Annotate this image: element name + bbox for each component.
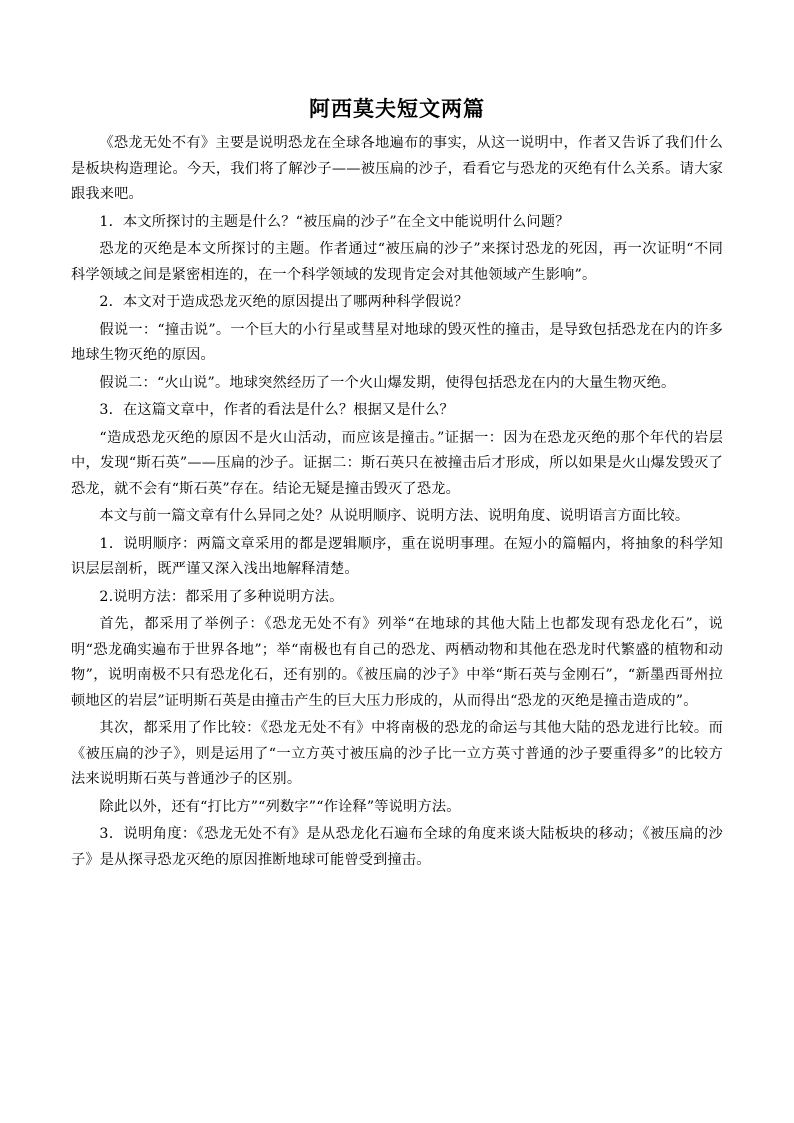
- comparison-order: 1．说明顺序：两篇文章采用的都是逻辑顺序，重在说明事理。在短小的篇幅内，将抽象的科学知识层层剖析，既严谨又深入浅出地解释清楚。: [71, 535, 723, 577]
- method-others: 除此以外，还有“打比方”“列数字”“作诠释”等说明方法。: [99, 798, 461, 815]
- question-1: 1．本文所探讨的主题是什么？“被压扁的沙子”在全文中能说明什么问题？: [99, 213, 570, 230]
- answer-1: 恐龙的灭绝是本文所探讨的主题。作者通过“被压扁的沙子”来探讨恐龙的死因，再一次证明“不同科学领域之间是紧密相连的，在一个科学领域的发现肯定会对其他领域产生影响”。: [71, 241, 723, 283]
- method-comparison: 其次，都采用了作比较：《恐龙无处不有》中将南极的恐龙的命运与其他大陆的恐龙进行比较。而《被压扁的沙子》，则是运用了“一立方英寸被压扁的沙子比一立方英寸普通的沙子要重得多”的比较方法来说明斯石英与普通沙子的区别。: [71, 720, 723, 787]
- hypothesis-2: 假说二：“火山说”。地球突然经历了一个火山爆发期，使得包括恐龙在内的大量生物灭绝。: [99, 374, 676, 391]
- question-2: 2．本文对于造成恐龙灭绝的原因提出了哪两种科学假说？: [99, 294, 469, 310]
- method-examples: 首先，都采用了举例子：《恐龙无处不有》列举“在地球的其他大陆上也都发现有恐龙化石”，说明“恐龙确实遍布于世界各地”；举“南极也有自己的恐龙、两栖动物和其他在恐龙时代繁盛的植物和动物”，说明南极不只有恐龙化石，还有别的。《被压扁的沙子》中举“斯石英与金刚石”，“新墨西哥州拉顿地区的岩层”证明斯石英是由撞击产生的巨大压力形成的，从而得出“恐龙的灭绝是撞击造成的”。: [71, 616, 723, 709]
- paragraph-intro: 《恐龙无处不有》主要是说明恐龙在全球各地遍布的事实，从这一说明中，作者又告诉了我们什么是板块构造理论。今天，我们将了解沙子——被压扁的沙子，看看它与恐龙的灭绝有什么关系。请大家跟我来吧。: [71, 135, 723, 202]
- comparison-question: 本文与前一篇文章有什么异同之处？从说明顺序、说明方法、说明角度、说明语言方面比较。: [99, 508, 690, 524]
- answer-3: “造成恐龙灭绝的原因不是火山活动，而应该是撞击。”证据一：因为在恐龙灭绝的那个年代的岩层中，发现“斯石英”——压扁的沙子。证据二：斯石英只在被撞击后才形成，所以如果是火山爆发毁灭了恐龙，就不会有“斯石英”存在。结论无疑是撞击毁灭了恐龙。: [71, 429, 723, 497]
- document-page: [71, 95, 723, 875]
- comparison-method: 2.说明方法：都采用了多种说明方法。: [99, 588, 344, 605]
- hypothesis-1: 假说一：“撞击说”。一个巨大的小行星或彗星对地球的毁灭性的撞击，是导致包括恐龙在内的许多地球生物灭绝的原因。: [71, 321, 723, 363]
- question-3: 3．在这篇文章中，作者的看法是什么？根据又是什么？: [99, 402, 454, 418]
- document-title: 阿西莫夫短文两篇: [309, 96, 485, 121]
- comparison-angle: 3．说明角度：《恐龙无处不有》是从恐龙化石遍布全球的角度来谈大陆板块的移动；《被压扁的沙子》是从探寻恐龙灭绝的原因推断地球可能曾受到撞击。: [71, 826, 723, 868]
